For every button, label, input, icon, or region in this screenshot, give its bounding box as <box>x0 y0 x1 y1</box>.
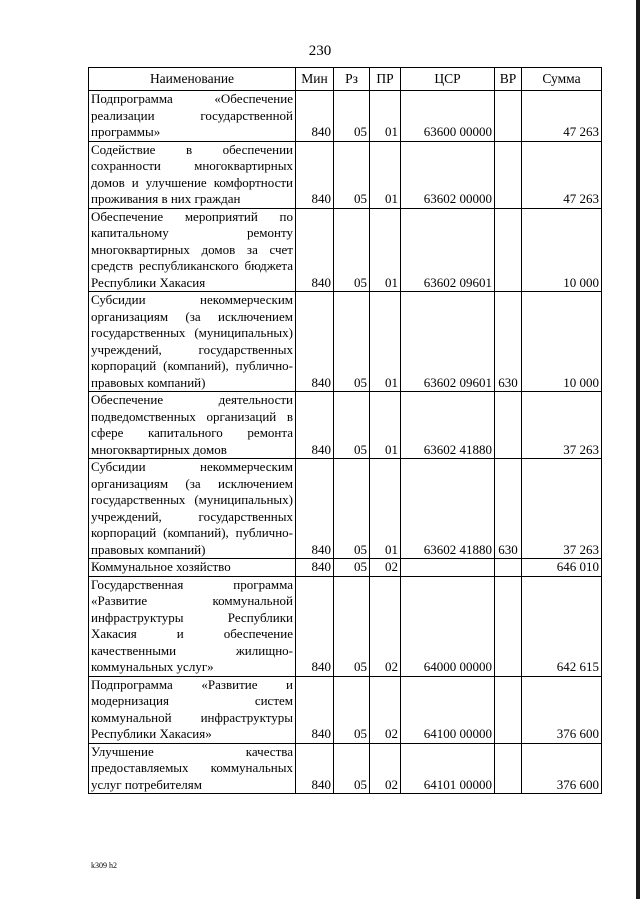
row-vr: 630 <box>495 459 522 559</box>
row-pr: 02 <box>370 743 401 794</box>
row-name: Обеспечение деятельности подведомственных организаций в сфере капитального ремонта многоквартирных домов <box>89 392 296 459</box>
row-csr: 63600 00000 <box>401 91 495 142</box>
table-row <box>89 208 602 292</box>
row-rz: 05 <box>334 676 370 743</box>
row-min: 840 <box>296 559 334 577</box>
row-rz: 05 <box>334 576 370 676</box>
row-vr <box>495 141 522 208</box>
row-pr: 01 <box>370 459 401 559</box>
row-csr: 64100 00000 <box>401 676 495 743</box>
table-row <box>89 91 602 142</box>
row-min: 840 <box>296 459 334 559</box>
row-sum: 642 615 <box>522 576 602 676</box>
row-vr: 630 <box>495 292 522 392</box>
table-row <box>89 392 602 459</box>
budget-table <box>88 67 602 794</box>
row-rz: 05 <box>334 141 370 208</box>
row-name: Содействие в обеспечении сохранности многоквартирных домов и улучшение комфортности проживания в них граждан <box>89 141 296 208</box>
row-name: Коммунальное хозяйство <box>89 559 296 577</box>
row-csr: 64000 00000 <box>401 576 495 676</box>
table-row <box>89 141 602 208</box>
row-name: Субсидии некоммерческим организациям (за исключением государственных (муниципальных) учреждений, государственных корпораций (компаний), публично-правовых компаний) <box>89 292 296 392</box>
row-name: Улучшение качества предоставляемых коммунальных услуг потребителям <box>89 743 296 794</box>
row-min: 840 <box>296 392 334 459</box>
row-sum: 10 000 <box>522 292 602 392</box>
row-pr: 01 <box>370 141 401 208</box>
row-pr: 01 <box>370 392 401 459</box>
row-rz: 05 <box>334 559 370 577</box>
col-pr-header: ПР <box>370 68 401 91</box>
row-pr: 02 <box>370 576 401 676</box>
table-row <box>89 576 602 676</box>
row-vr <box>495 676 522 743</box>
row-sum: 47 263 <box>522 91 602 142</box>
table-row <box>89 559 602 577</box>
row-csr: 63602 41880 <box>401 392 495 459</box>
row-csr: 64101 00000 <box>401 743 495 794</box>
row-min: 840 <box>296 141 334 208</box>
row-csr <box>401 559 495 577</box>
row-sum: 376 600 <box>522 676 602 743</box>
row-sum: 37 263 <box>522 459 602 559</box>
row-min: 840 <box>296 743 334 794</box>
row-rz: 05 <box>334 743 370 794</box>
col-min-header: Мин <box>296 68 334 91</box>
col-vr-header: ВР <box>495 68 522 91</box>
col-name-header: Наименование <box>89 68 296 91</box>
row-vr <box>495 743 522 794</box>
row-min: 840 <box>296 676 334 743</box>
col-csr-header: ЦСР <box>401 68 495 91</box>
row-csr: 63602 09601 <box>401 292 495 392</box>
row-csr: 63602 09601 <box>401 208 495 292</box>
row-rz: 05 <box>334 91 370 142</box>
row-rz: 05 <box>334 292 370 392</box>
row-pr: 01 <box>370 91 401 142</box>
row-rz: 05 <box>334 459 370 559</box>
col-rz-header: Рз <box>334 68 370 91</box>
row-pr: 01 <box>370 292 401 392</box>
row-name: Подпрограмма «Развитие и модернизация систем коммунальной инфраструктуры Республики Хакасия» <box>89 676 296 743</box>
row-vr <box>495 576 522 676</box>
row-sum: 376 600 <box>522 743 602 794</box>
row-name: Обеспечение мероприятий по капитальному ремонту многоквартирных домов за счет средств республиканского бюджета Республики Хакасия <box>89 208 296 292</box>
row-name: Субсидии некоммерческим организациям (за исключением государственных (муниципальных) учреждений, государственных корпораций (компаний), публично-правовых компаний) <box>89 459 296 559</box>
row-min: 840 <box>296 576 334 676</box>
row-csr: 63602 00000 <box>401 141 495 208</box>
row-vr <box>495 392 522 459</box>
row-pr: 02 <box>370 559 401 577</box>
row-vr <box>495 559 522 577</box>
row-pr: 01 <box>370 208 401 292</box>
table-row <box>89 676 602 743</box>
table-row <box>89 743 602 794</box>
row-rz: 05 <box>334 392 370 459</box>
footer-code: k309 h2 <box>91 861 117 870</box>
row-sum: 37 263 <box>522 392 602 459</box>
table-row <box>89 292 602 392</box>
row-sum: 10 000 <box>522 208 602 292</box>
row-sum: 646 010 <box>522 559 602 577</box>
row-sum: 47 263 <box>522 141 602 208</box>
table-row <box>89 459 602 559</box>
page-number: 230 <box>308 43 332 59</box>
page-edge <box>636 0 640 899</box>
row-vr <box>495 208 522 292</box>
row-name: Государственная программа «Развитие коммунальной инфраструктуры Республики Хакасия и обеспечение качественными жилищно-коммунальных услуг» <box>89 576 296 676</box>
row-min: 840 <box>296 208 334 292</box>
row-name: Подпрограмма «Обеспечение реализации государственной программы» <box>89 91 296 142</box>
row-csr: 63602 41880 <box>401 459 495 559</box>
row-vr <box>495 91 522 142</box>
row-pr: 02 <box>370 676 401 743</box>
row-min: 840 <box>296 91 334 142</box>
row-min: 840 <box>296 292 334 392</box>
header-row <box>89 68 602 91</box>
col-sum-header: Сумма <box>522 68 602 91</box>
row-rz: 05 <box>334 208 370 292</box>
